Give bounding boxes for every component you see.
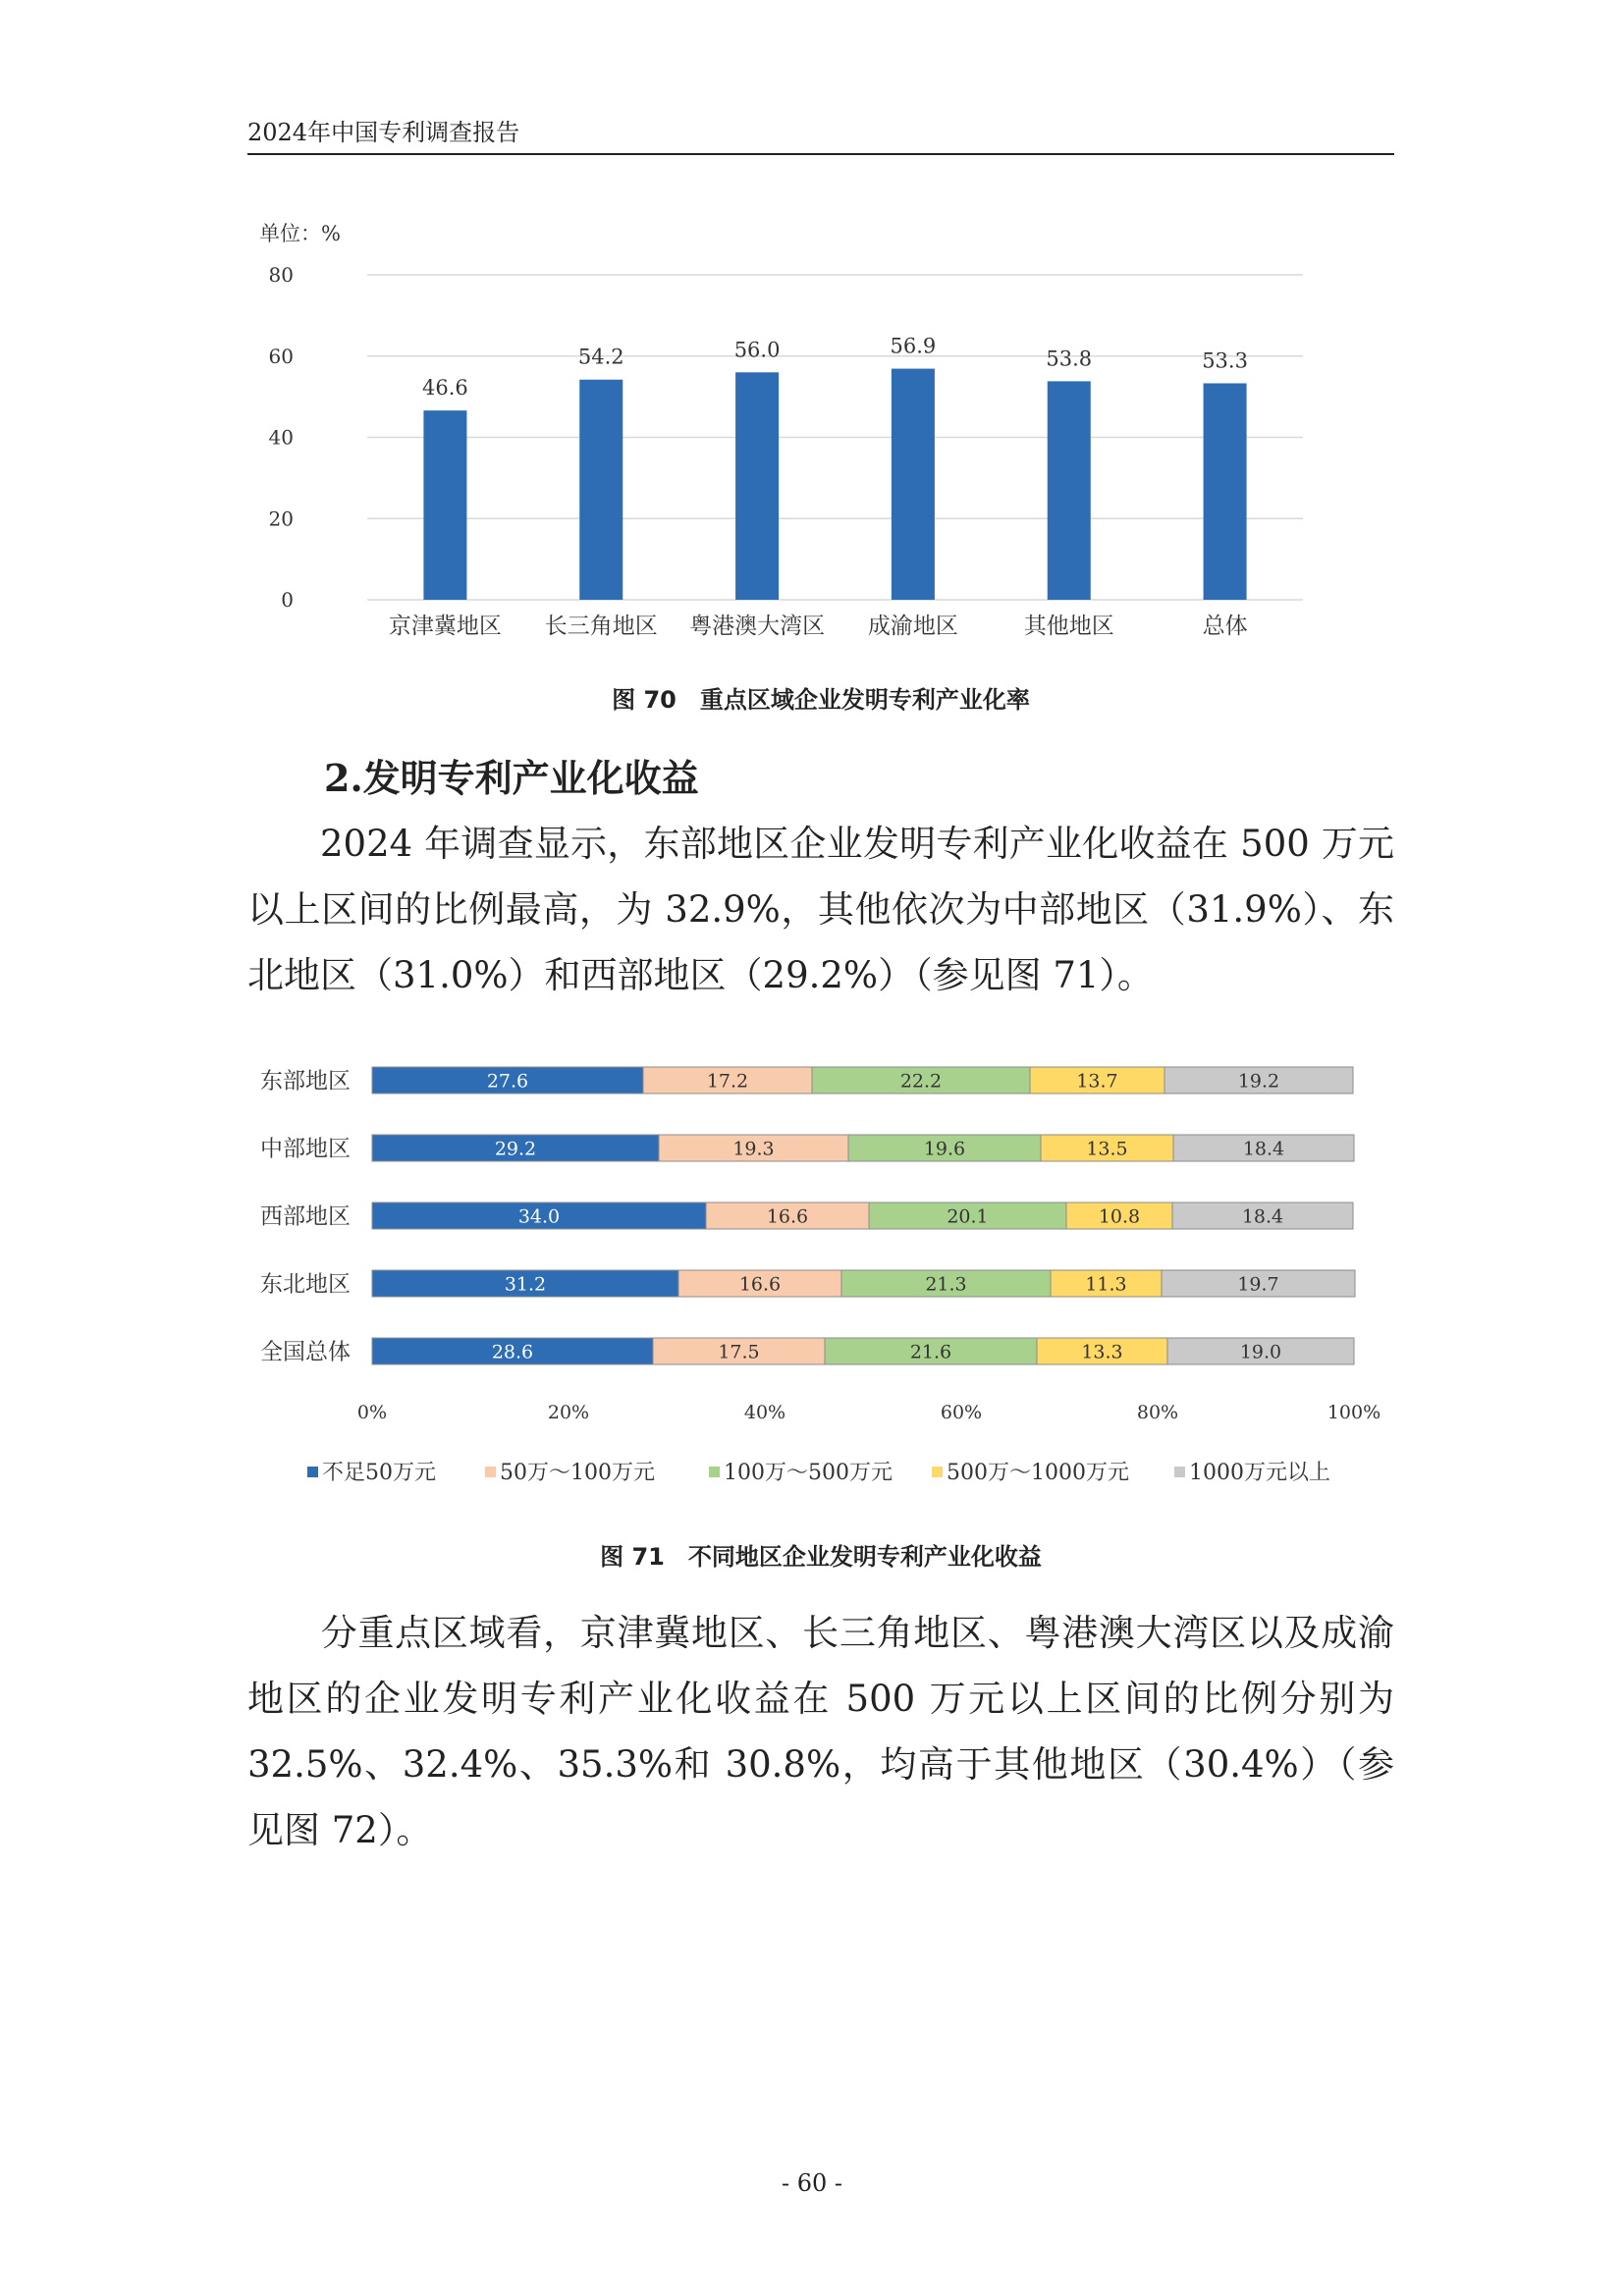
data-label: 19.7 (1237, 1273, 1279, 1296)
data-label: 16.6 (738, 1273, 782, 1296)
bar (892, 369, 935, 600)
x-tick-label: 100% (1326, 1402, 1381, 1423)
y-tick-label: 60 (268, 344, 294, 368)
legend-swatch (307, 1467, 318, 1477)
data-label: 54.2 (577, 345, 624, 369)
y-tick-label: 20 (268, 507, 294, 531)
data-label: 17.5 (718, 1341, 760, 1363)
data-label: 18.4 (1241, 1205, 1284, 1228)
y-category-label: 全国总体 (260, 1339, 351, 1365)
data-label: 16.6 (766, 1205, 809, 1228)
data-label: 19.6 (923, 1138, 966, 1160)
data-label: 19.2 (1237, 1070, 1280, 1093)
data-label: 31.2 (504, 1273, 547, 1296)
bar (735, 372, 779, 600)
y-tick-label: 40 (268, 425, 294, 450)
data-label: 19.3 (732, 1138, 775, 1160)
bar (1204, 383, 1247, 600)
data-label: 53.3 (1202, 348, 1248, 373)
x-category-label: 京津冀地区 (388, 614, 502, 639)
data-label: 11.3 (1085, 1273, 1127, 1296)
legend-swatch (485, 1467, 496, 1477)
paragraph-2 (247, 1600, 1394, 1863)
y-tick-label: 0 (281, 588, 294, 612)
legend-swatch (932, 1467, 943, 1477)
bar (423, 410, 466, 600)
y-category-label: 东部地区 (260, 1068, 351, 1095)
data-label: 13.5 (1086, 1138, 1128, 1160)
data-label: 22.2 (899, 1070, 943, 1093)
legend-label: 50万～100万元 (500, 1461, 655, 1485)
paragraph-1 (247, 811, 1394, 1008)
figure-70-svg (247, 211, 1394, 663)
paragraph-1-text: 2024 年调查显示，东部地区企业发明专利产业化收益在 500 万元以上区间的比例最高，为 32.9%，其他依次为中部地区（31.9%）、东北地区（31.0%）和西部地区（29.2%）（参见图 71）。 (247, 823, 1394, 996)
data-label: 10.8 (1098, 1205, 1141, 1228)
header-title: 2024年中国专利调查报告 (247, 119, 520, 146)
y-category-label: 中部地区 (260, 1136, 351, 1162)
x-category-label: 总体 (1202, 614, 1248, 639)
figure-70-caption: 图 70 重点区域企业发明专利产业化率 (612, 686, 1030, 714)
x-tick-label: 0% (356, 1402, 388, 1423)
data-label: 53.8 (1046, 347, 1093, 371)
legend-label: 1000万元以上 (1189, 1461, 1330, 1485)
data-label: 28.6 (491, 1341, 534, 1363)
figure-71-svg (247, 1050, 1394, 1512)
x-tick-label: 60% (940, 1402, 983, 1423)
bar (1048, 381, 1091, 600)
data-label: 34.0 (517, 1205, 561, 1228)
data-label: 46.6 (422, 376, 468, 400)
legend-label: 500万～1000万元 (947, 1461, 1129, 1485)
data-label: 20.1 (947, 1205, 989, 1228)
legend-label: 不足50万元 (322, 1461, 436, 1485)
y-category-label: 东北地区 (260, 1271, 351, 1298)
legend-label: 100万～500万元 (724, 1461, 893, 1485)
figure-71-caption: 图 71 不同地区企业发明专利产业化收益 (600, 1543, 1042, 1571)
data-label: 27.6 (486, 1070, 529, 1093)
x-category-label: 其他地区 (1023, 614, 1114, 639)
unit-label: 单位：% (259, 222, 341, 245)
x-category-label: 长三角地区 (544, 614, 658, 639)
data-label: 21.3 (925, 1273, 967, 1296)
data-label: 13.3 (1081, 1341, 1123, 1363)
x-category-label: 粤港澳大湾区 (689, 614, 826, 639)
data-label: 56.0 (733, 338, 781, 362)
legend-swatch (709, 1467, 720, 1477)
data-label: 17.2 (706, 1070, 749, 1093)
x-tick-label: 80% (1136, 1402, 1179, 1423)
data-label: 13.7 (1076, 1070, 1118, 1093)
y-tick-label: 80 (268, 263, 294, 287)
data-label: 19.0 (1239, 1341, 1282, 1363)
page-number: - 60 - (781, 2169, 842, 2197)
bar (579, 380, 623, 600)
data-label: 21.6 (909, 1341, 952, 1363)
data-label: 56.9 (890, 334, 937, 358)
y-category-label: 西部地区 (260, 1203, 351, 1230)
figure-70-chart (247, 211, 1394, 663)
legend-swatch (1174, 1467, 1185, 1477)
section-heading: 2.发明专利产业化收益 (324, 756, 699, 800)
x-tick-label: 40% (743, 1402, 786, 1423)
paragraph-2-text: 分重点区域看，京津冀地区、长三角地区、粤港澳大湾区以及成渝地区的企业发明专利产业化收益在 500 万元以上区间的比例分别为 32.5%、32.4%、35.3%和 30.8%，均高于其他地区（30.4%）（参见图 72）。 (247, 1612, 1394, 1851)
figure-71-chart (247, 1050, 1394, 1512)
page-header (247, 116, 1394, 155)
data-label: 18.4 (1242, 1138, 1285, 1160)
x-tick-label: 20% (547, 1402, 590, 1423)
x-category-label: 成渝地区 (867, 614, 958, 639)
data-label: 29.2 (494, 1138, 537, 1160)
